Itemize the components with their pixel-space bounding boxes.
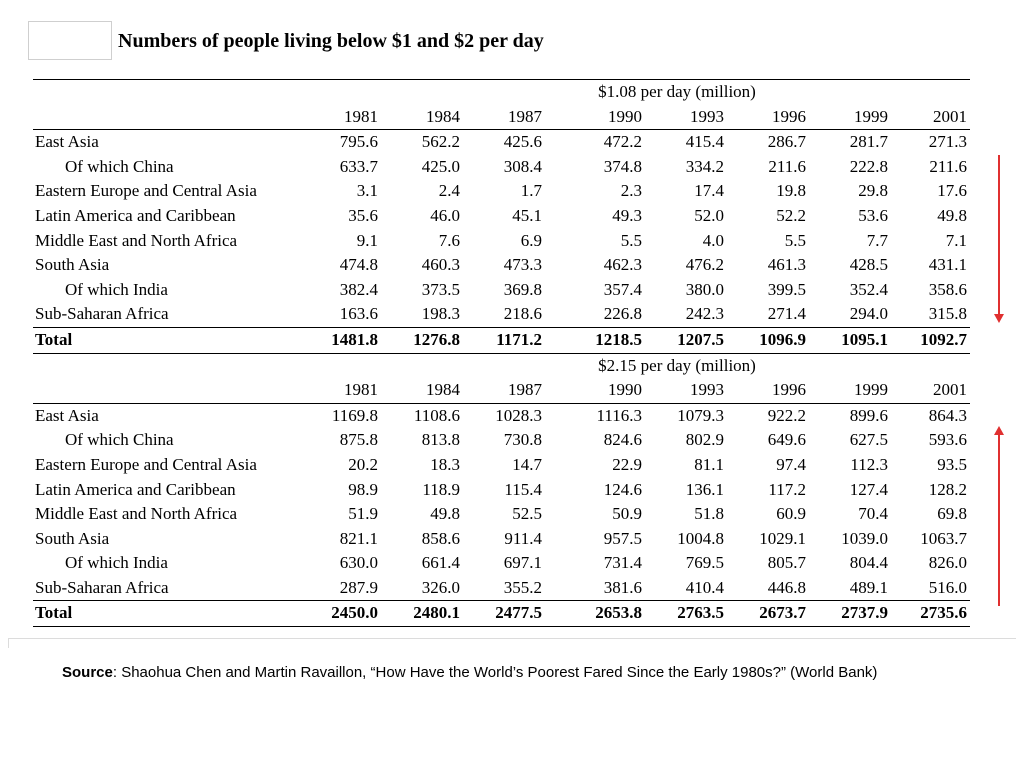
table-row: [33, 403, 970, 428]
value-cell: 358.6: [928, 279, 968, 299]
year-header: 1996: [727, 378, 809, 403]
logo-placeholder: [28, 21, 112, 60]
value-cell: 899.6: [849, 405, 889, 425]
year-header: 1981: [321, 378, 381, 403]
slide-divider-tick: [8, 638, 9, 648]
region-label: Latin America and Caribbean: [35, 205, 236, 225]
total-value-cell: 2737.9: [809, 601, 891, 627]
value-cell: 461.3: [767, 255, 807, 275]
table-row: [33, 428, 970, 453]
section-heading: $1.08 per day (million): [545, 80, 809, 105]
total-value-cell: 1095.1: [809, 327, 891, 353]
value-cell: 271.4: [767, 304, 807, 324]
value-cell: 211.6: [768, 156, 807, 176]
table-row: [33, 204, 970, 229]
value-cell: 804.4: [849, 553, 889, 573]
blank-cell: [381, 353, 463, 378]
value-cell: 1028.3: [495, 405, 542, 425]
section-heading-row: [33, 353, 970, 378]
value-cell: 98.9: [348, 479, 378, 499]
year-header: 1990: [545, 378, 645, 403]
blank-cell: [321, 80, 381, 105]
value-cell: 286.7: [767, 132, 807, 152]
value-cell: 864.3: [928, 405, 968, 425]
table-row: [33, 253, 970, 278]
region-label: Sub-Saharan Africa: [35, 577, 169, 597]
value-cell: 627.5: [849, 430, 889, 450]
table-row: [33, 302, 970, 327]
value-cell: 1108.6: [413, 405, 460, 425]
value-cell: 410.4: [685, 577, 724, 597]
value-cell: 5.5: [620, 230, 642, 250]
value-cell: 45.1: [512, 205, 542, 225]
value-cell: 516.0: [928, 577, 968, 597]
year-header: 1984: [381, 105, 463, 130]
blank-cell: [809, 353, 891, 378]
poverty-table: [33, 79, 970, 627]
table-row: [33, 576, 970, 601]
total-value-cell: 2735.6: [891, 601, 970, 627]
blank-cell: [33, 378, 321, 403]
years-header-row: [33, 378, 970, 403]
value-cell: 60.9: [776, 504, 807, 524]
region-label: Of which India: [65, 279, 168, 299]
blank-cell: [463, 353, 545, 378]
total-value-cell: 2477.5: [463, 601, 545, 627]
value-cell: 308.4: [503, 156, 542, 176]
value-cell: 858.6: [421, 528, 460, 548]
value-cell: 1169.8: [331, 405, 378, 425]
value-cell: 4.0: [702, 230, 724, 250]
value-cell: 52.0: [694, 205, 724, 225]
value-cell: 52.5: [512, 504, 542, 524]
total-value-cell: 1276.8: [381, 327, 463, 353]
region-label: Latin America and Caribbean: [35, 479, 236, 499]
total-value-cell: 1096.9: [727, 327, 809, 353]
section-heading-row: [33, 80, 970, 105]
value-cell: 271.3: [928, 132, 968, 152]
value-cell: 1079.3: [677, 405, 724, 425]
year-header: 1996: [727, 105, 809, 130]
table-row: [33, 527, 970, 552]
blank-cell: [33, 353, 321, 378]
year-header: 1987: [463, 378, 545, 403]
value-cell: 1.7: [520, 181, 542, 201]
value-cell: 1063.7: [920, 528, 968, 548]
source-note: [62, 663, 962, 683]
value-cell: 19.8: [776, 181, 807, 201]
value-cell: 425.6: [503, 132, 542, 152]
years-header-row: [33, 105, 970, 130]
value-cell: 7.6: [438, 230, 460, 250]
blank-cell: [809, 80, 891, 105]
value-cell: 462.3: [603, 255, 642, 275]
value-cell: 69.8: [937, 504, 968, 524]
table-row: [33, 278, 970, 303]
table-row: [33, 478, 970, 503]
total-value-cell: 1481.8: [321, 327, 381, 353]
region-label: Eastern Europe and Central Asia: [35, 181, 257, 201]
table-row: [33, 453, 970, 478]
value-cell: 431.1: [928, 255, 968, 275]
region-label: Sub-Saharan Africa: [35, 304, 169, 324]
value-cell: 222.8: [849, 156, 889, 176]
year-header: 1984: [381, 378, 463, 403]
blank-cell: [891, 353, 970, 378]
region-label: Of which India: [65, 553, 168, 573]
value-cell: 49.3: [612, 205, 642, 225]
region-label: Middle East and North Africa: [35, 230, 238, 250]
page-title: Numbers of people living below $1 and $2 per day: [118, 30, 544, 52]
value-cell: 697.1: [503, 553, 542, 573]
total-label: Total: [33, 601, 321, 627]
blank-cell: [381, 80, 463, 105]
value-cell: 5.5: [784, 230, 807, 250]
value-cell: 124.6: [603, 479, 642, 499]
arrow-up-icon: [998, 434, 1000, 606]
value-cell: 1004.8: [677, 528, 724, 548]
year-header: 1993: [645, 105, 727, 130]
value-cell: 18.3: [430, 454, 460, 474]
year-header: 1987: [463, 105, 545, 130]
value-cell: 70.4: [858, 504, 889, 524]
value-cell: 3.1: [356, 181, 378, 201]
total-row: [33, 327, 970, 353]
value-cell: 476.2: [685, 255, 724, 275]
blank-cell: [33, 105, 321, 130]
value-cell: 769.5: [685, 553, 724, 573]
value-cell: 128.2: [928, 479, 968, 499]
value-cell: 97.4: [776, 454, 807, 474]
value-cell: 326.0: [421, 577, 460, 597]
value-cell: 211.6: [929, 156, 968, 176]
value-cell: 118.9: [422, 479, 460, 499]
value-cell: 334.2: [685, 156, 724, 176]
value-cell: 1039.0: [841, 528, 889, 548]
region-label: Of which China: [65, 156, 174, 176]
value-cell: 49.8: [430, 504, 460, 524]
blank-cell: [463, 80, 545, 105]
value-cell: 52.2: [776, 205, 807, 225]
arrow-down-icon: [998, 155, 1000, 315]
value-cell: 17.4: [694, 181, 724, 201]
value-cell: 51.9: [348, 504, 378, 524]
value-cell: 287.9: [339, 577, 378, 597]
poverty-table-container: [33, 79, 970, 627]
source-text: : Shaohua Chen and Martin Ravaillon, “How Have the World’s Poorest Fared Since the Early 1980s?” (World Bank): [112, 664, 878, 681]
total-value-cell: 2480.1: [381, 601, 463, 627]
value-cell: 875.8: [339, 430, 378, 450]
value-cell: 29.8: [858, 181, 889, 201]
value-cell: 357.4: [603, 279, 642, 299]
value-cell: 281.7: [849, 132, 889, 152]
value-cell: 473.3: [503, 255, 542, 275]
value-cell: 374.8: [603, 156, 642, 176]
total-value-cell: 1207.5: [645, 327, 727, 353]
slide-divider: [8, 638, 1016, 639]
total-value-cell: 2763.5: [645, 601, 727, 627]
value-cell: 352.4: [849, 279, 889, 299]
table-row: [33, 229, 970, 254]
total-value-cell: 1171.2: [463, 327, 545, 353]
total-label: Total: [33, 327, 321, 353]
value-cell: 53.6: [858, 205, 889, 225]
total-value-cell: 1092.7: [891, 327, 970, 353]
value-cell: 81.1: [694, 454, 724, 474]
table-row: [33, 155, 970, 180]
value-cell: 380.0: [685, 279, 724, 299]
region-label: East Asia: [35, 132, 99, 152]
value-cell: 826.0: [928, 553, 968, 573]
value-cell: 35.6: [348, 205, 378, 225]
value-cell: 9.1: [356, 230, 378, 250]
value-cell: 813.8: [421, 430, 460, 450]
value-cell: 50.9: [612, 504, 642, 524]
value-cell: 795.6: [339, 132, 378, 152]
value-cell: 472.2: [603, 132, 642, 152]
value-cell: 115.4: [504, 479, 542, 499]
table-body: [33, 80, 970, 627]
value-cell: 428.5: [849, 255, 889, 275]
value-cell: 46.0: [430, 205, 460, 225]
value-cell: 373.5: [421, 279, 460, 299]
value-cell: 460.3: [421, 255, 460, 275]
value-cell: 381.6: [603, 577, 642, 597]
value-cell: 821.1: [339, 528, 378, 548]
value-cell: 136.1: [685, 479, 724, 499]
value-cell: 51.8: [694, 504, 724, 524]
value-cell: 2.3: [620, 181, 642, 201]
year-header: 1999: [809, 105, 891, 130]
region-label: South Asia: [35, 255, 110, 275]
value-cell: 1029.1: [759, 528, 807, 548]
section-heading: $2.15 per day (million): [598, 355, 756, 375]
value-cell: 355.2: [503, 577, 542, 597]
year-header: 2001: [891, 378, 970, 403]
total-value-cell: 2653.8: [545, 601, 645, 627]
value-cell: 446.8: [767, 577, 807, 597]
value-cell: 399.5: [767, 279, 807, 299]
region-label: Middle East and North Africa: [35, 504, 238, 524]
value-cell: 117.2: [768, 479, 807, 499]
value-cell: 474.8: [339, 255, 378, 275]
value-cell: 218.6: [503, 304, 542, 324]
year-header: 1981: [321, 105, 381, 130]
value-cell: 93.5: [937, 454, 968, 474]
value-cell: 20.2: [348, 454, 378, 474]
year-header: 1990: [545, 105, 645, 130]
value-cell: 922.2: [767, 405, 807, 425]
source-label: Source: [62, 664, 113, 681]
value-cell: 2.4: [438, 181, 460, 201]
value-cell: 661.4: [421, 553, 460, 573]
region-label: Of which China: [65, 430, 174, 450]
blank-cell: [33, 80, 321, 105]
value-cell: 630.0: [339, 553, 378, 573]
value-cell: 17.6: [937, 181, 968, 201]
value-cell: 415.4: [685, 132, 724, 152]
value-cell: 633.7: [339, 156, 378, 176]
table-row: [33, 502, 970, 527]
year-header: 1993: [645, 378, 727, 403]
table-row: [33, 551, 970, 576]
value-cell: 1116.3: [596, 405, 642, 425]
value-cell: 562.2: [421, 132, 460, 152]
total-value-cell: 1218.5: [545, 327, 645, 353]
total-value-cell: 2673.7: [727, 601, 809, 627]
value-cell: 731.4: [603, 553, 642, 573]
value-cell: 489.1: [849, 577, 889, 597]
total-value-cell: 2450.0: [321, 601, 381, 627]
value-cell: 226.8: [603, 304, 642, 324]
table-row: [33, 130, 970, 155]
value-cell: 649.6: [767, 430, 807, 450]
value-cell: 127.4: [849, 479, 889, 499]
year-header: 2001: [891, 105, 970, 130]
value-cell: 14.7: [512, 454, 542, 474]
table-row: [33, 179, 970, 204]
value-cell: 294.0: [849, 304, 889, 324]
value-cell: 242.3: [685, 304, 724, 324]
value-cell: 911.4: [504, 528, 542, 548]
value-cell: 824.6: [603, 430, 642, 450]
value-cell: 198.3: [421, 304, 460, 324]
value-cell: 593.6: [928, 430, 968, 450]
value-cell: 957.5: [603, 528, 642, 548]
year-header: 1999: [809, 378, 891, 403]
value-cell: 7.7: [866, 230, 889, 250]
region-label: Eastern Europe and Central Asia: [35, 454, 257, 474]
value-cell: 163.6: [339, 304, 378, 324]
value-cell: 369.8: [503, 279, 542, 299]
blank-cell: [891, 80, 970, 105]
value-cell: 7.1: [945, 230, 968, 250]
region-label: South Asia: [35, 528, 110, 548]
value-cell: 802.9: [685, 430, 724, 450]
value-cell: 22.9: [612, 454, 642, 474]
value-cell: 6.9: [520, 230, 542, 250]
blank-cell: [321, 353, 381, 378]
value-cell: 112.3: [850, 454, 889, 474]
value-cell: 49.8: [937, 205, 968, 225]
value-cell: 382.4: [339, 279, 378, 299]
value-cell: 730.8: [503, 430, 542, 450]
value-cell: 425.0: [421, 156, 460, 176]
total-row: [33, 601, 970, 627]
region-label: East Asia: [35, 405, 99, 425]
value-cell: 315.8: [928, 304, 968, 324]
value-cell: 805.7: [767, 553, 807, 573]
